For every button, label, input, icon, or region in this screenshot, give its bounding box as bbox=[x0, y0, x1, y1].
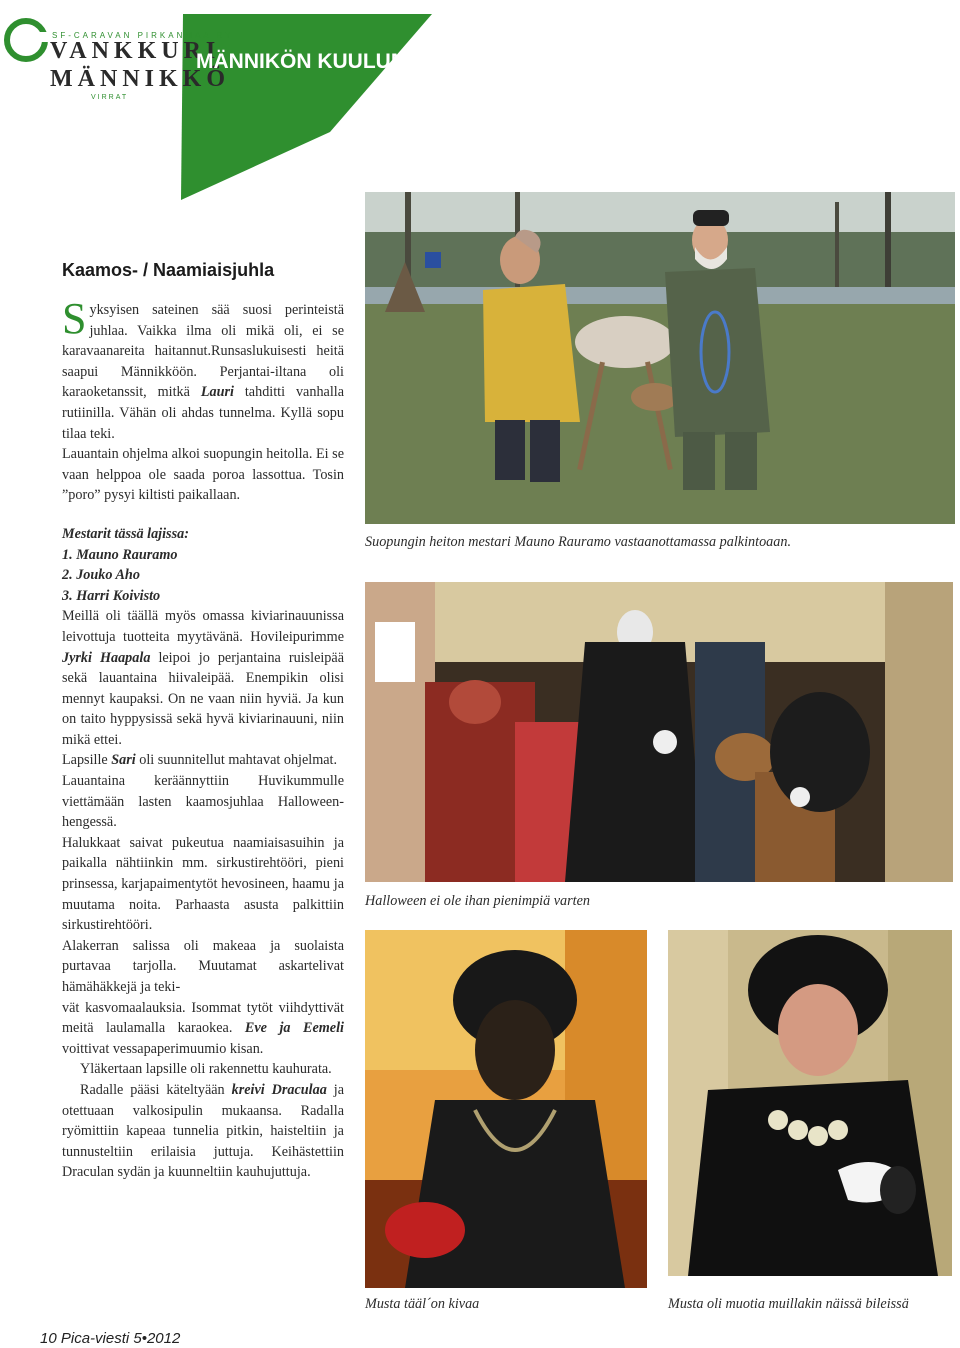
paragraph-costumes: Halukkaat saivat pukeutua naamiaisasuihin ja paikalla nähtiinkin mm. sirkustirehtööri, pieni prinsessa, karjapaimentytöt hevosineen, haamu ja muutama noita. Parhaasta asusta palkittiin sirkustirehtööri. bbox=[62, 834, 344, 934]
article-body bbox=[62, 294, 345, 1183]
sari-text-a: Lapsille bbox=[62, 752, 108, 769]
drop-cap: S bbox=[62, 294, 87, 343]
sari-text-b: oli suunnitellut mahtavat ohjelmat. bbox=[139, 752, 338, 769]
dracula-text-a: Radalle pääsi käteltyään bbox=[80, 1081, 225, 1098]
photo-dracula-costume bbox=[668, 930, 952, 1276]
winner-3: 3. Harri Koivisto bbox=[62, 587, 161, 604]
winners-list bbox=[62, 524, 344, 606]
section-title: MÄNNIKÖN KUULUMISIA bbox=[196, 50, 450, 73]
caption-photo-2: Halloween ei ole ihan pienimpiä varten bbox=[365, 893, 590, 909]
logo-town-text: VIRRAT bbox=[91, 94, 129, 101]
downstairs-text-a: Alakerran salissa oli makeaa ja suolaista purtavaa tarjolla. Muutamat askartelivat hämähäkkejä ja teki- bbox=[62, 937, 344, 995]
paragraph-huvikumpu: Lauantaina keräännyttiin Huvikummulle viettämään lasten kaamosjuhlaa Halloween-hengessä. bbox=[62, 773, 344, 831]
name-dracula: kreivi Draculaa bbox=[231, 1081, 327, 1098]
paragraph-downstairs bbox=[62, 936, 344, 1060]
bakery-text-b: leipoi jo perjantaina ruisleipää sekä lauantaina hiivaleipää. Enempikin olisi mennyt kaupaksi. On ne vaan niin hyviä. Ja kun on taito hyppysissä sekä hyvä kiviarinauuni, niin mikä ettei. bbox=[62, 649, 344, 748]
paragraph-bakery bbox=[62, 606, 344, 750]
article-headline: Kaamos- / Naamiaisjuhla bbox=[62, 260, 275, 280]
downstairs-text-b: vät kasvomaalauksia. Isommat tytöt viihdyttivät meitä laulamalla karaokea. bbox=[62, 999, 344, 1037]
photo-halloween-crowd bbox=[365, 582, 953, 882]
paragraph-lasso: Lauantain ohjelma alkoi suopungin heitolla. Ei se vaan helppoa ole saada poroa lassottua. Tosin ”poro” pysyi kiltisti paikallaan. bbox=[62, 446, 344, 504]
name-eve-eemeli: Eve ja Eemeli bbox=[244, 1020, 344, 1037]
intro-after: tahditti vanhalla rutiinilla. Vähän oli ahdas tunnelma. Kyllä sopu tilaa teki. bbox=[62, 384, 345, 442]
header-banner bbox=[0, 0, 960, 200]
logo-vankkuri-text: VANKKURI bbox=[50, 38, 221, 64]
winner-1: 1. Mauno Rauramo bbox=[62, 546, 178, 563]
paragraph-upstairs: Yläkertaan lapsille oli rakennettu kauhurata. bbox=[80, 1061, 332, 1078]
caption-photo-1: Suopungin heiton mestari Mauno Rauramo vastaanottamassa palkintoaan. bbox=[365, 534, 792, 550]
photo-lasso-prize bbox=[365, 192, 955, 524]
caption-photo-4: Musta oli muotia muillakin näissä bileissä bbox=[668, 1296, 909, 1312]
winner-2: 2. Jouko Aho bbox=[62, 567, 140, 584]
paragraph-dracula bbox=[62, 1080, 344, 1183]
logo-mannikko-text: MÄNNIKKÖ bbox=[50, 66, 230, 92]
dracula-text-b: ja otettuaan valkosipulin mukaansa. Radalla ryömittiin kapeaa tunnelia pitkin, haisteltiin ja tunnusteltiin erilaisia juttuja. Keihästettiin Draculan sydän ja kuunneltiin kauhujuttuja. bbox=[62, 1081, 344, 1181]
photo-black-facepaint bbox=[365, 930, 647, 1288]
page-footer: 10 Pica-viesti 5•2012 bbox=[40, 1330, 181, 1347]
bakery-text-a: Meillä oli täällä myös omassa kiviarinauunissa leivottuja tuotteita myytävänä. Hovileipurimme bbox=[62, 608, 344, 645]
name-sari: Sari bbox=[111, 752, 136, 769]
downstairs-text-c: voittivat vessapaperimuumio kisan. bbox=[62, 1040, 264, 1057]
paragraph-intro bbox=[62, 294, 345, 444]
caption-photo-3: Musta tääl´on kivaa bbox=[365, 1296, 480, 1312]
name-lauri: Lauri bbox=[200, 384, 234, 401]
winners-title: Mestarit tässä lajissa: bbox=[62, 525, 189, 542]
paragraph-sari bbox=[62, 750, 344, 771]
logo-mark-icon bbox=[4, 18, 48, 62]
intro-text: yksyisen sateinen sää suosi perinteistä juhlaa. Vaikka ilma oli mikä oli, ei se karavaanareita haitannut.Runsaslukuisesti heitä saapui Männikköön. Perjantai-iltana oli karaoketanssit, mitkä bbox=[62, 302, 344, 401]
logo-org-text: SF-CARAVAN PIRKANMAA RY bbox=[52, 31, 234, 40]
name-jyrki: Jyrki Haapala bbox=[62, 649, 151, 666]
